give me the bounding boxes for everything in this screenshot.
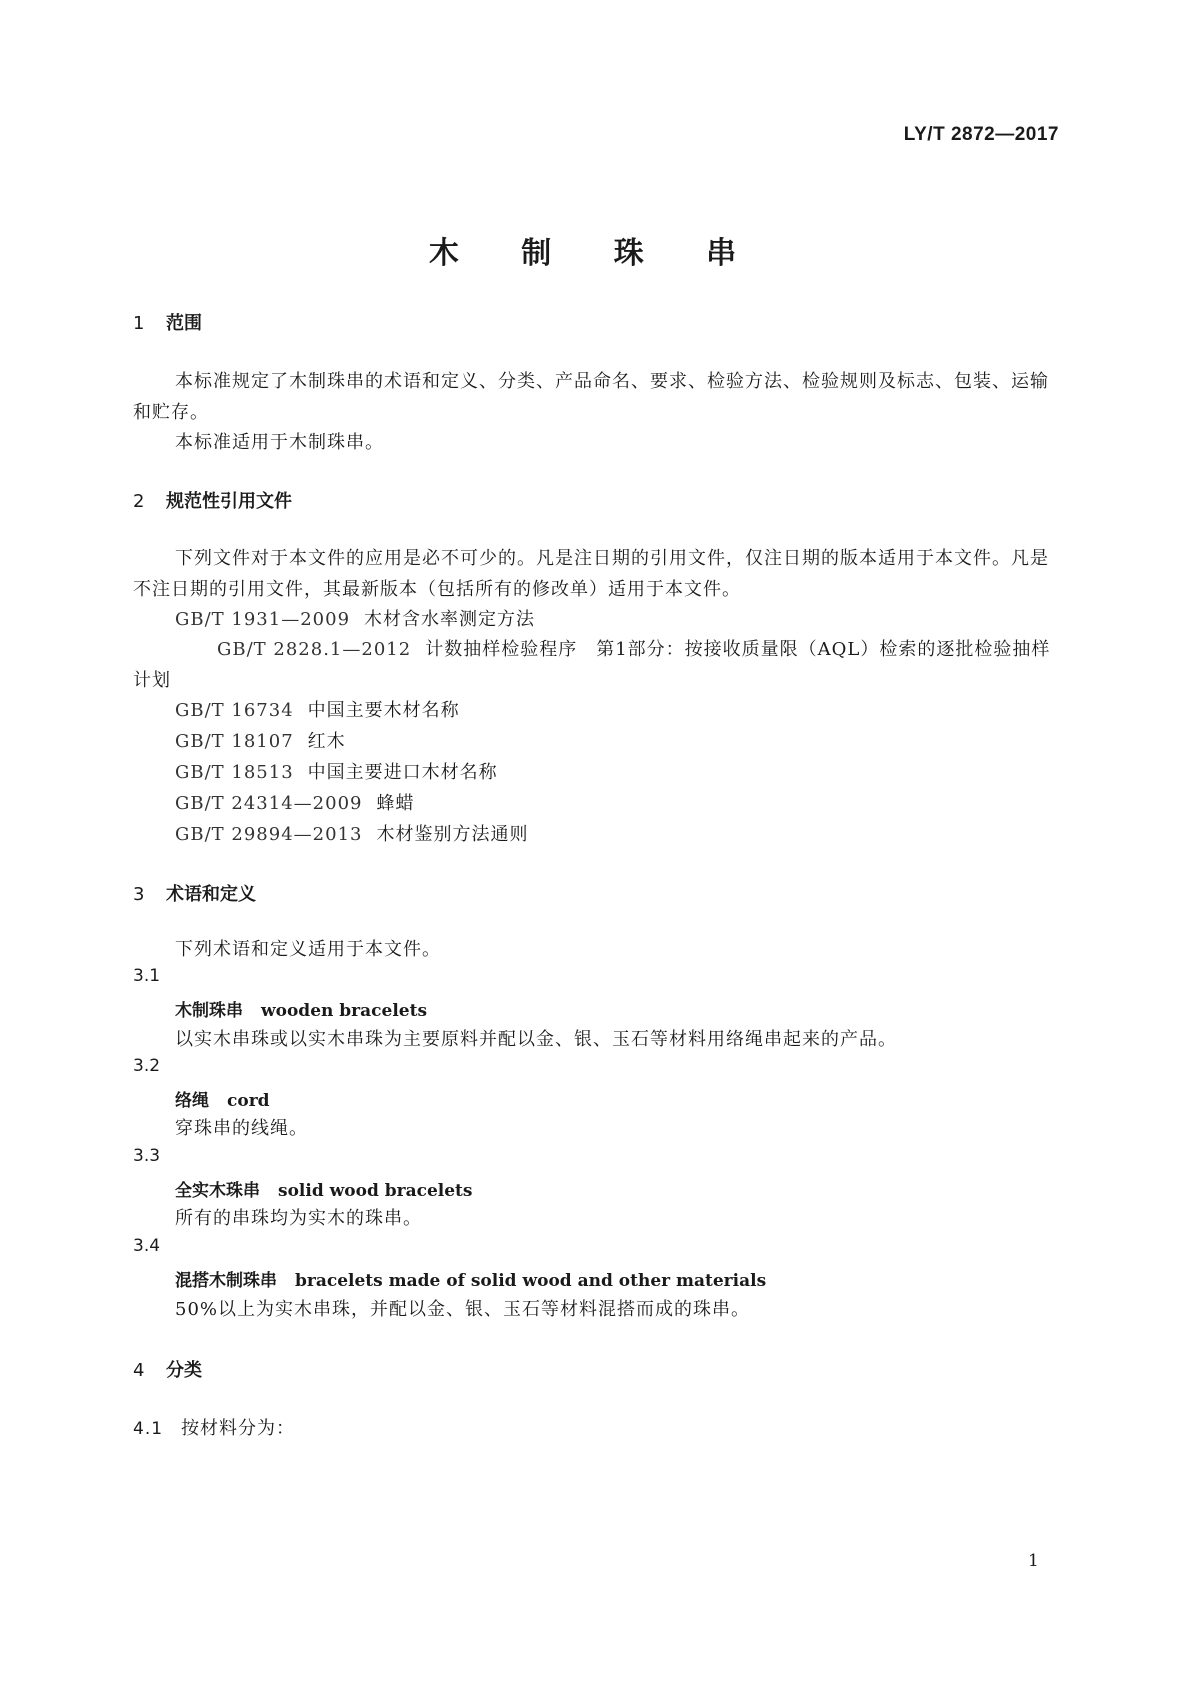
section-3-heading xyxy=(133,880,256,906)
reference-title: 中国主要木材名称 xyxy=(307,700,460,721)
clause-number: 4.1 xyxy=(133,1419,164,1439)
scope-applicability: 本标准适用于木制珠串。 xyxy=(175,432,384,453)
section-number: 1 xyxy=(133,313,145,334)
section-number: 3 xyxy=(133,884,145,905)
term-english: bracelets made of solid wood and other materials xyxy=(295,1271,767,1291)
reference-title: 中国主要进口木材名称 xyxy=(307,762,498,783)
reference-code: GB/T 29894—2013 xyxy=(175,824,363,845)
references-intro: 下列文件对于本文件的应用是必不可少的。凡是注日期的引用文件，仅注日期的版本适用于本文件。凡是不注日期的引用文件，其最新版本（包括所有的修改单）适用于本文件。 xyxy=(133,548,1049,600)
term-english: solid wood bracelets xyxy=(278,1181,473,1201)
scope-paragraph: 本标准规定了木制珠串的术语和定义、分类、产品命名、要求、检验方法、检验规则及标志、包装、运输和贮存。 xyxy=(133,371,1049,423)
reference-item xyxy=(175,727,346,753)
reference-code: GB/T 18107 xyxy=(175,731,294,752)
term-chinese: 全实木珠串 xyxy=(175,1181,260,1201)
term-english: wooden bracelets xyxy=(261,1001,428,1021)
reference-code: GB/T 24314—2009 xyxy=(175,793,363,814)
reference-code: GB/T 18513 xyxy=(175,762,294,783)
page-number: 1 xyxy=(1028,1551,1039,1571)
section-title: 分类 xyxy=(166,1360,202,1381)
term-number: 3.1 xyxy=(133,966,161,986)
term-english: cord xyxy=(227,1091,270,1111)
term-chinese: 木制珠串 xyxy=(175,1001,243,1021)
standard-code: LY/T 2872—2017 xyxy=(903,124,1059,145)
term-definition: 所有的串珠均为实木的珠串。 xyxy=(175,1208,422,1229)
reference-code: GB/T 1931—2009 xyxy=(175,609,351,630)
reference-title: 红木 xyxy=(307,731,346,752)
section-1-heading xyxy=(133,309,202,335)
term-definition: 50%以上为实木串珠，并配以金、银、玉石等材料混搭而成的珠串。 xyxy=(175,1299,751,1320)
section-title: 规范性引用文件 xyxy=(166,491,292,512)
section-number: 2 xyxy=(133,491,145,512)
reference-item xyxy=(175,696,460,722)
reference-item xyxy=(175,605,535,631)
terms-intro: 下列术语和定义适用于本文件。 xyxy=(175,939,441,960)
document-title: 木 制 珠 串 xyxy=(428,236,763,271)
reference-code: GB/T 16734 xyxy=(175,700,294,721)
reference-title: 木材含水率测定方法 xyxy=(364,609,536,630)
section-title: 术语和定义 xyxy=(166,884,256,905)
reference-title: 计数抽样检验程序 第1部分：按接收质量限（AQL）检索的逐批检验抽样计划 xyxy=(133,639,1051,691)
section-4-heading xyxy=(133,1356,202,1382)
term-chinese: 混搭木制珠串 xyxy=(175,1271,277,1291)
section-number: 4 xyxy=(133,1360,145,1381)
reference-item xyxy=(133,634,1063,696)
term-title xyxy=(175,996,427,1021)
reference-title: 木材鉴别方法通则 xyxy=(376,824,529,845)
term-chinese: 络绳 xyxy=(175,1091,209,1111)
reference-item xyxy=(175,789,414,815)
section-2-heading xyxy=(133,487,292,513)
reference-title: 蜂蜡 xyxy=(376,793,415,814)
term-number: 3.2 xyxy=(133,1056,161,1076)
term-title xyxy=(175,1086,270,1111)
term-definition: 以实木串珠或以实木串珠为主要原料并配以金、银、玉石等材料用络绳串起来的产品。 xyxy=(175,1029,897,1050)
section-title: 范围 xyxy=(166,313,202,334)
term-definition: 穿珠串的线绳。 xyxy=(175,1118,308,1139)
term-number: 3.3 xyxy=(133,1146,161,1166)
clause-text: 按材料分为： xyxy=(181,1418,295,1439)
term-title xyxy=(175,1266,766,1291)
reference-item xyxy=(175,820,528,846)
reference-code: GB/T 2828.1—2012 xyxy=(217,639,412,660)
term-title xyxy=(175,1176,472,1201)
term-number: 3.4 xyxy=(133,1236,161,1256)
clause-4-1 xyxy=(133,1414,295,1440)
reference-item xyxy=(175,758,498,784)
